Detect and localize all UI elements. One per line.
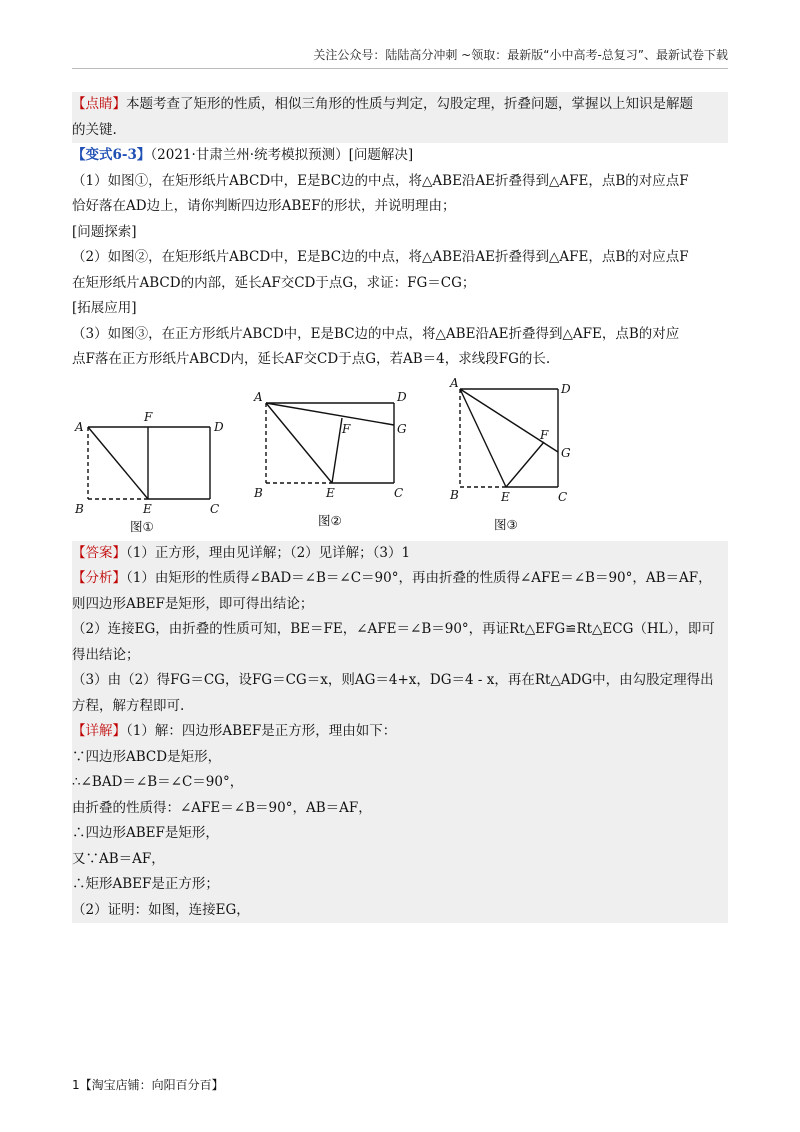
dianjing-text-2: 的关键. [72,121,117,138]
figure-2 [250,387,415,535]
analysis-tag: 【分析】 [72,570,126,586]
fig2-label-g: G [397,421,407,436]
analysis-line-5: （3）由（2）得FG＝CG，设FG＝CG＝x，则AG＝4+x，DG＝4 - x，再在Rt△ADG中，由勾股定理得出 [72,672,714,688]
answer-tag: 【答案】 [72,544,126,561]
q1-line-2: 恰好落在AD边上，请你判断四边形ABEF的形状，并说明理由； [72,198,456,214]
detail-line-4: 由折叠的性质得：∠AFE＝∠B＝90°，AB＝AF， [72,799,372,816]
section-extension: [拓展应用] [72,300,137,316]
solution-block [72,541,728,924]
fig3-label-d: D [561,381,571,396]
fig1-label-f: F [144,409,153,424]
detail-line-5: ∴四边形ABEF是矩形， [72,825,219,841]
figure-1 [72,397,232,535]
q2-line-1: （2）如图②，在矩形纸片ABCD中，E是BC边的中点，将△ABE沿AE折叠得到△AFE，点B的对应点F [72,249,689,265]
q3-line-1: （3）如图③，在正方形纸片ABCD中，E是BC边的中点，将△ABE沿AE折叠得到△AFE，点B的对应 [72,325,680,342]
detail-line-6: 又∵AB＝AF， [72,850,165,867]
fig2-label-b: B [254,485,263,500]
dianjing-block [72,92,728,143]
dianjing-text-1: 本题考查了矩形的性质，相似三角形的性质与判定，勾股定理，折叠问题，掌握以上知识是解题 [126,96,693,112]
q2-line-2: 在矩形纸片ABCD的内部，延长AF交CD于点G，求证：FG＝CG； [72,274,476,291]
analysis-line-3: （2）连接EG，由折叠的性质可知，BE＝FE，∠AFE＝∠B＝90°，再证Rt△EFG≌Rt△ECG（HL），即可 [72,621,715,637]
page-footer: 1【淘宝店铺：向阳百分百】 [72,1078,224,1092]
fig2-caption: 图② [318,512,342,528]
detail-line-3: ∴∠BAD＝∠B＝∠C＝90°， [72,774,244,790]
fig3-caption: 图③ [494,516,518,532]
dianjing-tag: 【点睛】 [72,96,126,112]
q3-line-2: 点F落在正方形纸片ABCD内，延长AF交CD于点G，若AB＝4，求线段FG的长. [72,351,551,367]
page-header: 关注公众号：陆陆高分冲刺 ~领取：最新版“小中高考-总复习”、最新试卷下载 [313,48,728,62]
detail-tag: 【详解】 [72,723,126,739]
fig2-label-a: A [254,389,263,404]
section-problem-exploration: [问题探索] [72,223,137,240]
fig1-label-e: E [143,501,152,516]
document-body [72,92,728,923]
problem-tag: 【变式6-3】 [72,147,151,163]
fig2-label-e: E [326,485,335,500]
fig3-label-c: C [558,489,568,504]
detail-line-7: ∴矩形ABEF是正方形； [72,876,219,892]
analysis-line-2: 则四边形ABEF是矩形，即可得出结论； [72,595,314,612]
problem-source: （2021·甘肃兰州·统考模拟预测）[问题解决] [150,147,414,163]
detail-line-8: （2）证明：如图，连接EG， [72,901,250,918]
header-divider [72,68,728,69]
fig2-label-f: F [342,421,351,436]
fig1-caption: 图① [130,518,154,534]
figure-3 [444,369,594,535]
fig1-label-a: A [75,419,84,434]
fig3-label-e: E [501,489,510,504]
fig3-label-g: G [561,445,571,460]
analysis-line-1: （1）由矩形的性质得∠BAD＝∠B＝∠C＝90°，再由折叠的性质得∠AFE＝∠B＝90°，AB＝AF， [126,570,712,586]
detail-line-2: ∵四边形ABCD是矩形， [72,748,222,765]
fig1-label-d: D [214,419,224,434]
fig1-label-c: C [210,501,220,516]
fig3-label-b: B [450,487,459,502]
detail-line-1: （1）解：四边形ABEF是正方形，理由如下： [126,723,397,739]
fig1-label-b: B [75,501,84,516]
figures-row [72,375,728,535]
q1-line-1: （1）如图①，在矩形纸片ABCD中，E是BC边的中点，将△ABE沿AE折叠得到△AFE，点B的对应点F [72,172,689,189]
fig2-label-d: D [397,389,407,404]
fig3-label-a: A [450,375,459,390]
analysis-line-4: 得出结论； [72,646,140,663]
fig3-label-f: F [540,427,549,442]
answer-text: （1）正方形，理由见详解；（2）见详解；（3）1 [126,544,411,561]
fig2-label-c: C [394,485,404,500]
analysis-line-6: 方程，解方程即可. [72,697,185,714]
